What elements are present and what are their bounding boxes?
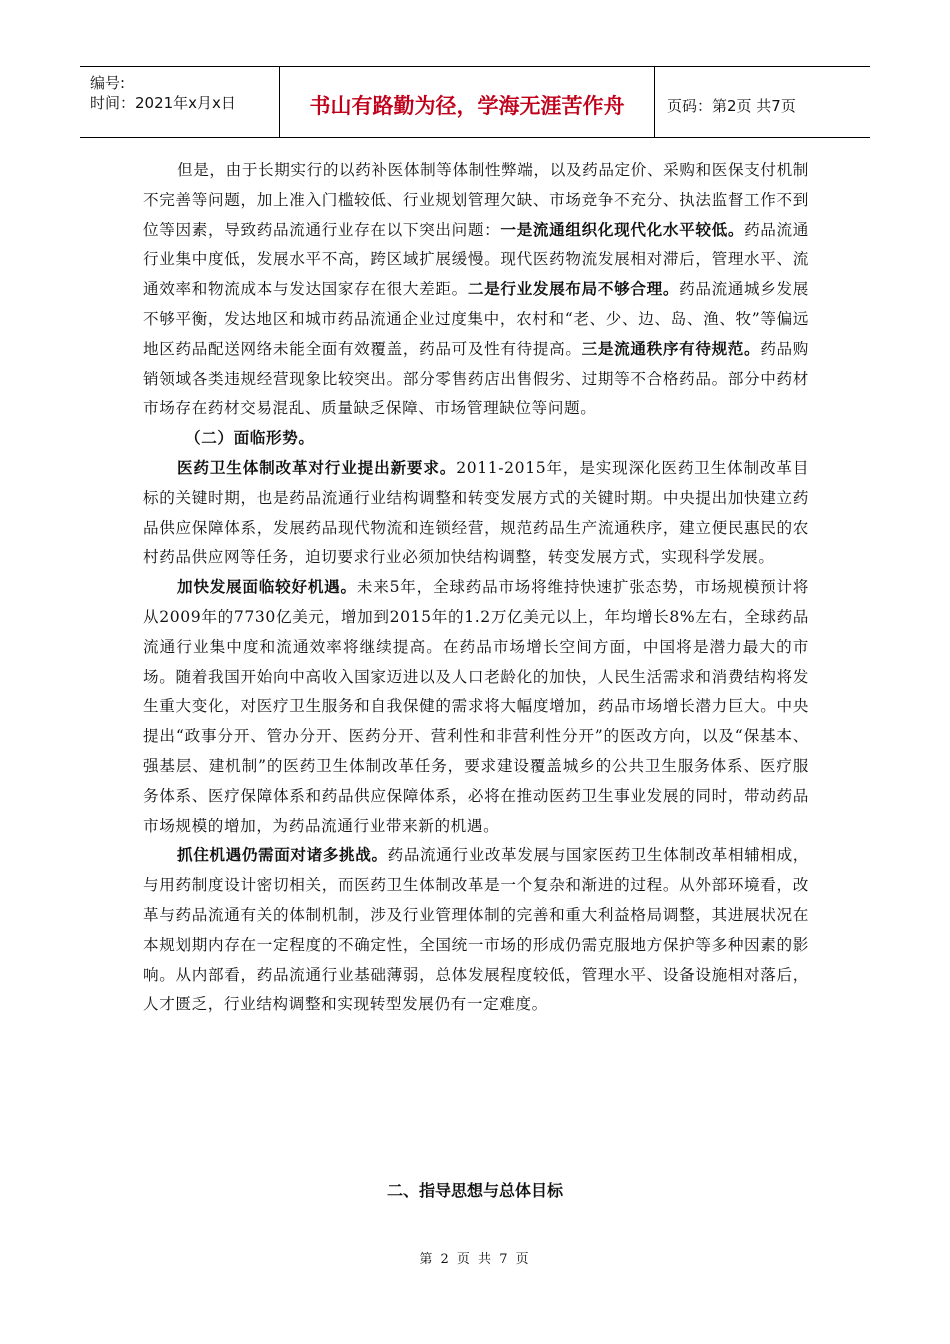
bold-lead: 二是行业发展布局不够合理。 bbox=[467, 280, 680, 299]
page-footer: 第 2 页 共 7 页 bbox=[419, 1252, 531, 1267]
document-body bbox=[143, 156, 809, 1020]
header-motto: 书山有路勤为径，学海无涯苦作舟 bbox=[280, 67, 655, 137]
header-page-number: 页码：第2页 共7页 bbox=[667, 96, 796, 115]
paragraph-problems bbox=[143, 156, 809, 424]
paragraph-opportunities bbox=[143, 573, 809, 841]
page-header bbox=[80, 66, 870, 138]
paragraph-text: 药品购销领域各类违规经营现象比较突出。部分零售药店出售假劣、过期等不合格药品。部分中药材市场存在药材交易混乱、质量缺乏保障、市场管理缺位等问题。 bbox=[143, 339, 809, 418]
document-number-label: 编号: bbox=[90, 74, 126, 92]
paragraph-text: 未来5年，全球药品市场将维持快速扩张态势，市场规模预计将从2009年的7730亿美元，增加到2015年的1.2万亿美元以上，年均增长8%左右，全球药品流通行业集中度和流通效率将继续提高。在药品市场增长空间方面，中国将是潜力最大的市场。随着我国开始向中高收入国家迈进以及人口老龄化的加快，人民生活需求和消费结构将发生重大变化，对医疗卫生服务和自我保健的需求将大幅度增加，药品市场增长潜力巨大。中央提出“政事分开、管办分开、医药分开、营利性和非营利性分开”的医改方向，以及“保基本、强基层、建机制”的医药卫生体制改革任务，要求建设覆盖城乡的公共卫生服务体系、医疗服务体系、医疗保障体系和药品供应保障体系，必将在推动医药卫生事业发展的同时，带动药品市场规模的增加，为药品流通行业带来新的机遇。 bbox=[143, 578, 809, 835]
subheading-situation: （二）面临形势。 bbox=[185, 429, 315, 448]
bold-lead: 医药卫生体制改革对行业提出新要求。 bbox=[177, 458, 457, 477]
section-heading: 二、指导思想与总体目标 bbox=[386, 1181, 563, 1200]
bold-lead: 三是流通秩序有待规范。 bbox=[581, 339, 761, 358]
paragraph-text: 2011-2015年，是实现深化医药卫生体制改革目标的关键时期，也是药品流通行业结构调整和转变发展方式的关键时期。中央提出加快建立药品供应保障体系，发展药品现代物流和连锁经营，规范药品生产流通秩序，建立便民惠民的农村药品供应网等任务，迫切要求行业必须加快结构调整，转变发展方式，实现科学发展。 bbox=[143, 458, 810, 567]
paragraph-text: 药品流通城乡发展不够平衡，发达地区和城市药品流通企业过度集中，农村和“老、少、边、岛、渔、牧”等偏远地区药品配送网络未能全面有效覆盖，药品可及性有待提高。 bbox=[143, 280, 809, 358]
bold-lead: 抓住机遇仍需面对诸多挑战。 bbox=[177, 846, 388, 865]
header-meta bbox=[80, 67, 280, 137]
paragraph-text: 但是，由于长期实行的以药补医体制等体制性弊端，以及药品定价、采购和医保支付机制不完善等问题，加上准入门槛较低、行业规划管理欠缺、市场竞争不充分、执法监督工作不到位等因素，导致药品流通行业存在以下突出问题： bbox=[143, 161, 809, 239]
bold-lead: 加快发展面临较好机遇。 bbox=[177, 578, 357, 597]
bold-lead: 一是流通组织化现代化水平较低。 bbox=[500, 220, 745, 239]
paragraph-challenges bbox=[143, 841, 809, 1020]
paragraph-text: 药品流通行业集中度低，发展水平不高，跨区域扩展缓慢。现代医药物流发展相对滞后，管理水平、流通效率和物流成本与发达国家存在很大差距。 bbox=[143, 220, 809, 299]
paragraph-text: 药品流通行业改革发展与国家医药卫生体制改革相辅相成，与用药制度设计密切相关，而医药卫生体制改革是一个复杂和渐进的过程。从外部环境看，改革与药品流通有关的体制机制，涉及行业管理体制的完善和重大利益格局调整，其进展状况在本规划期内存在一定程度的不确定性，全国统一市场的形成仍需克服地方保护等多种因素的影响。从内部看，药品流通行业基础薄弱，总体发展程度较低，管理水平、设备设施相对落后，人才匮乏，行业结构调整和实现转型发展仍有一定难度。 bbox=[143, 846, 809, 1014]
date-label: 时间：2021年x月x日 bbox=[90, 94, 236, 112]
paragraph-reform-requirements bbox=[143, 454, 809, 573]
